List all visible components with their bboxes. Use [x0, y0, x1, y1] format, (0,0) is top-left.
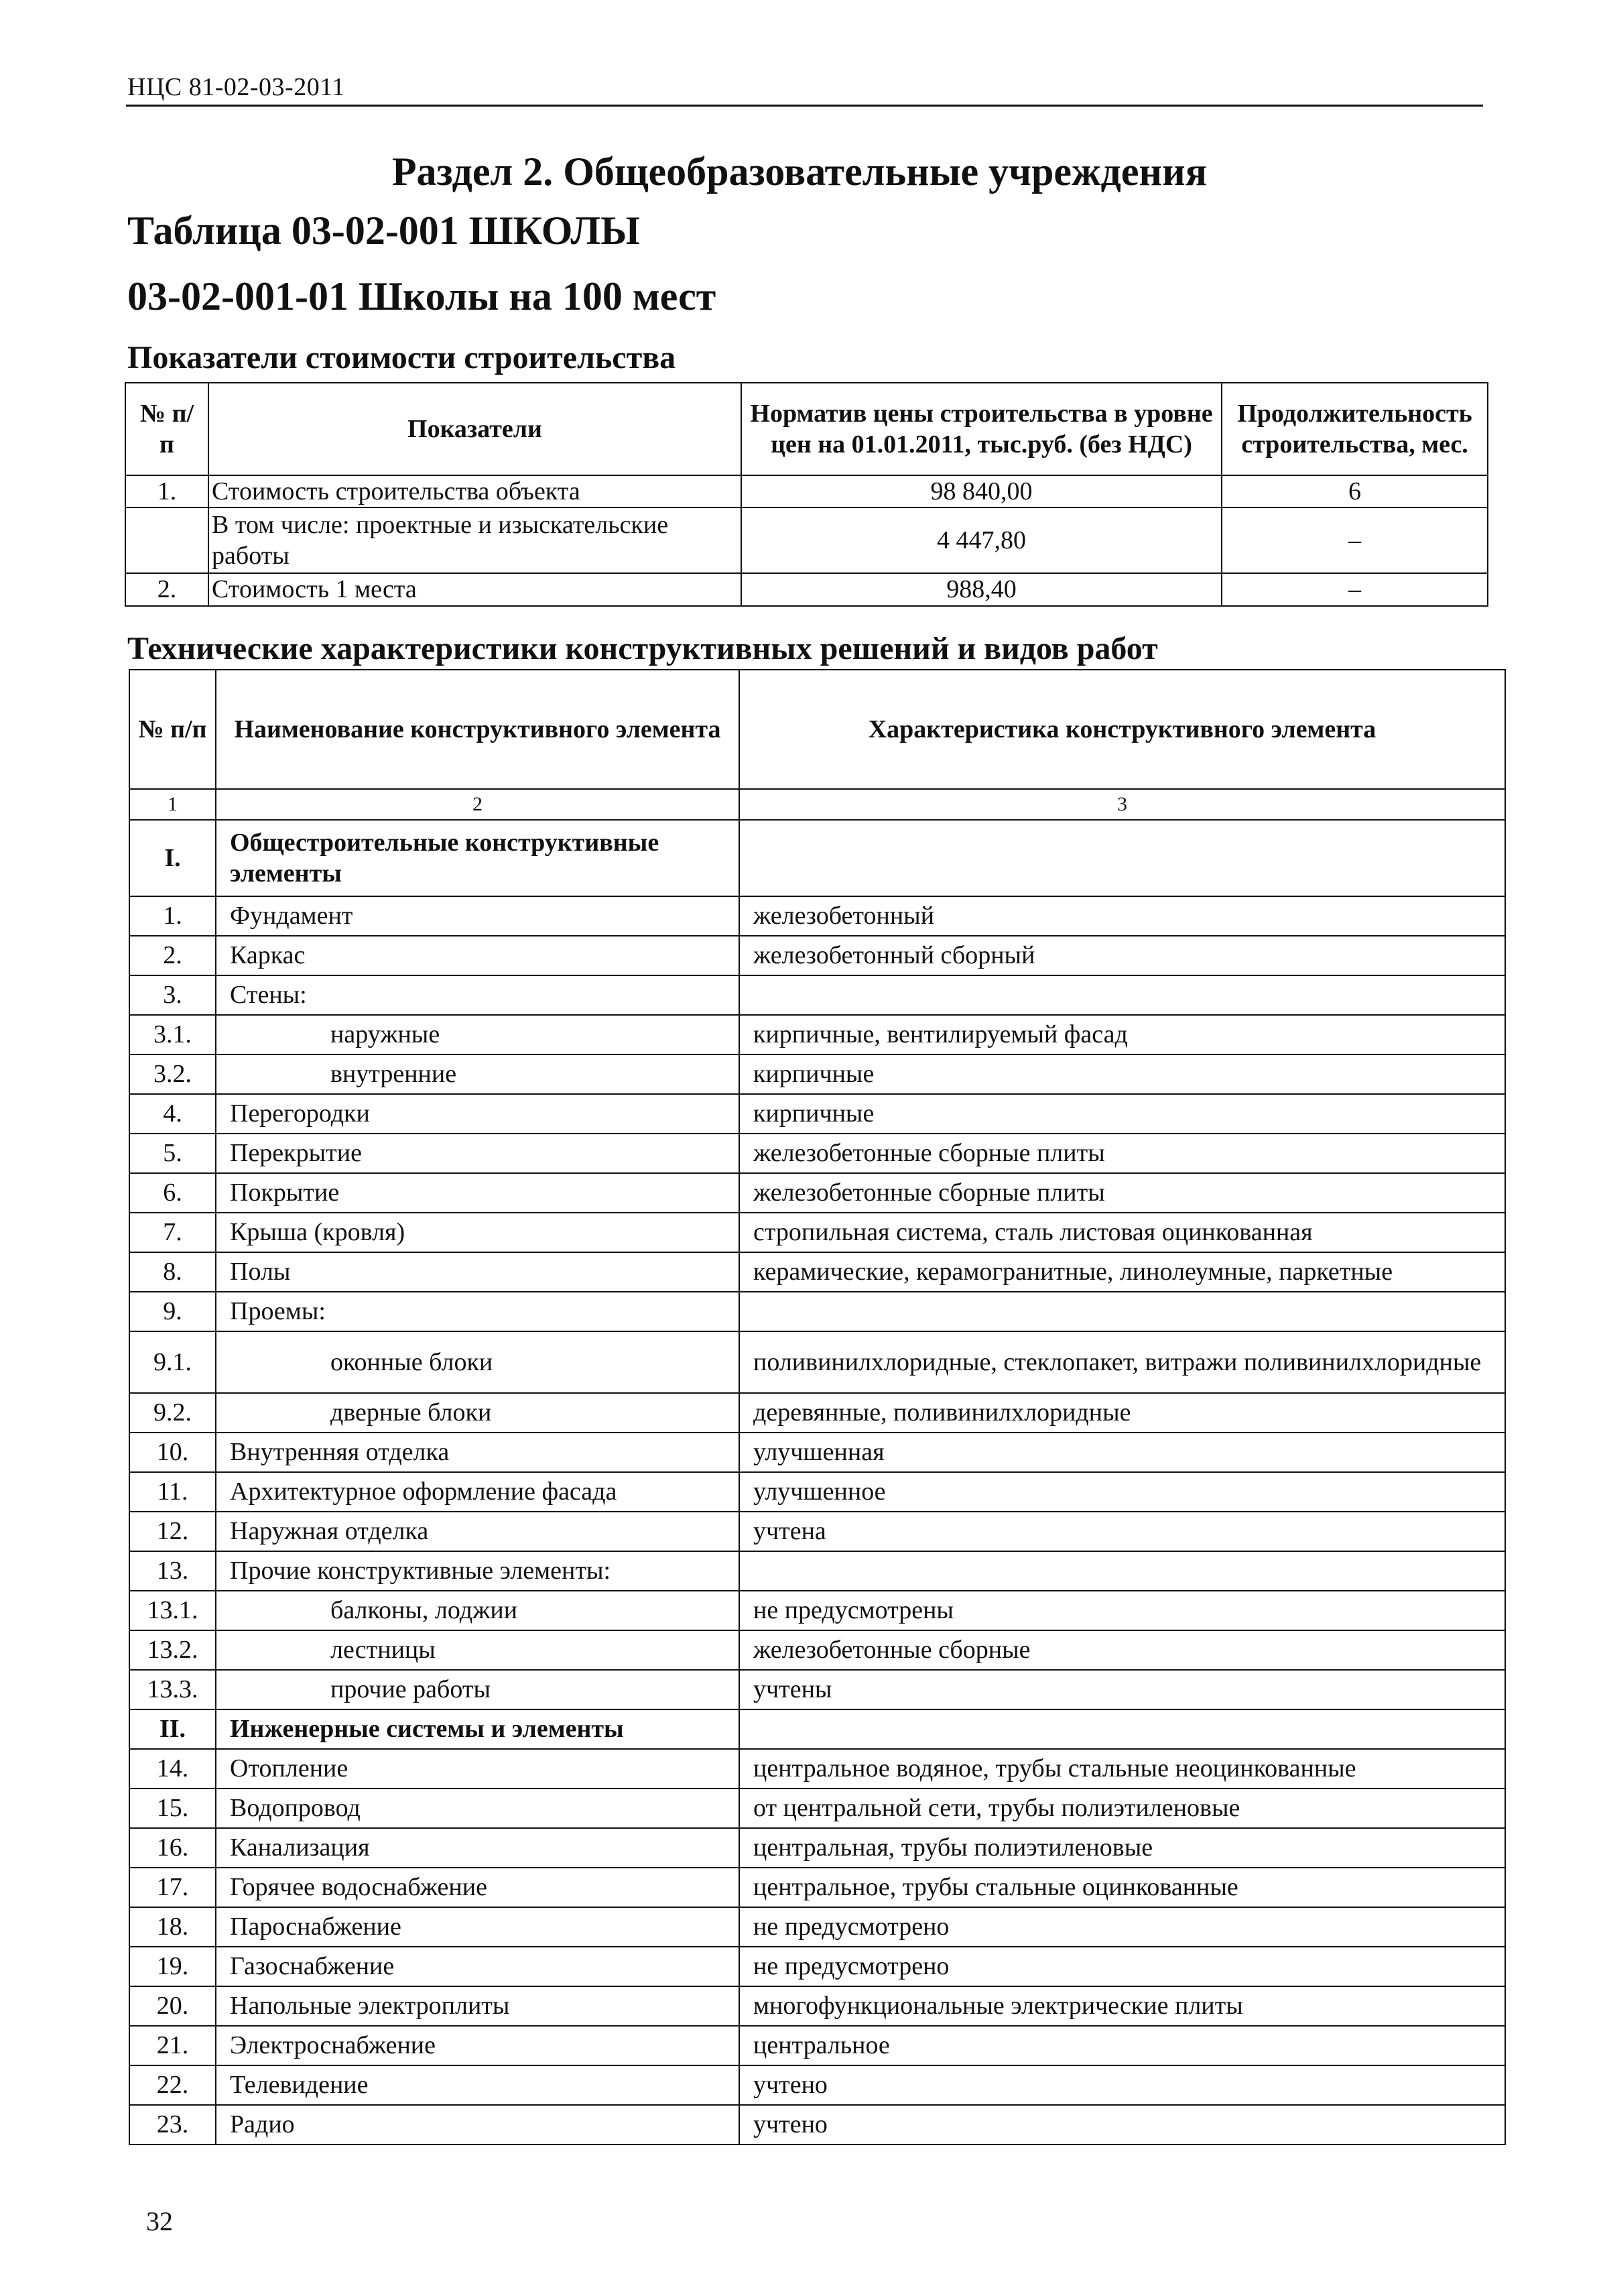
element-characteristic: улучшенная [739, 1433, 1505, 1472]
element-name: Перекрытие [216, 1134, 739, 1173]
row-number: I. [129, 820, 216, 896]
tech-header-name: Наименование конструктивного элемента [216, 670, 739, 789]
element-characteristic: центральная, трубы полиэтиленовые [739, 1828, 1505, 1868]
element-characteristic: поливинилхлоридные, стеклопакет, витражи поливинилхлоридные [739, 1331, 1505, 1393]
row-number: 21. [129, 2026, 216, 2065]
table-row [129, 1173, 1505, 1213]
element-characteristic: кирпичные [739, 1054, 1505, 1094]
row-number: 20. [129, 1986, 216, 2026]
row-number: 4. [129, 1094, 216, 1134]
table-row [129, 975, 1505, 1015]
element-name: Отопление [216, 1749, 739, 1789]
element-characteristic: не предусмотрено [739, 1907, 1505, 1947]
cost-header-price: Норматив цены строительства в уровне цен на 01.01.2011, тыс.руб. (без НДС) [741, 383, 1222, 475]
col-number: 3 [739, 789, 1505, 820]
table-row [129, 1213, 1505, 1252]
element-characteristic: кирпичные, вентилируемый фасад [739, 1015, 1505, 1054]
cost-header-indicator: Показатели [208, 383, 741, 475]
row-number: 12. [129, 1512, 216, 1551]
cost-row [125, 573, 1488, 605]
element-characteristic: железобетонный сборный [739, 936, 1505, 975]
item-title: 03-02-001-01 Школы на 100 мест [127, 274, 716, 318]
row-number: 13. [129, 1551, 216, 1591]
row-number: 5. [129, 1134, 216, 1173]
row-number: 7. [129, 1213, 216, 1252]
table-row [129, 1986, 1505, 2026]
table-row [129, 1393, 1505, 1433]
element-characteristic: железобетонные сборные плиты [739, 1134, 1505, 1173]
element-characteristic: учтено [739, 2065, 1505, 2105]
element-name: Электроснабжение [216, 2026, 739, 2065]
element-characteristic: железобетонные сборные плиты [739, 1173, 1505, 1213]
element-name: Прочие конструктивные элементы: [216, 1551, 739, 1591]
row-number: 11. [129, 1472, 216, 1512]
table-row [129, 1015, 1505, 1054]
row-number: 9.1. [129, 1331, 216, 1393]
table-row [129, 1331, 1505, 1393]
element-name: Канализация [216, 1828, 739, 1868]
header-divider [126, 105, 1483, 107]
row-number: 14. [129, 1749, 216, 1789]
element-name: Общестроительные конструктивные элементы [216, 820, 739, 896]
row-number: 18. [129, 1907, 216, 1947]
row-number: 2. [129, 936, 216, 975]
element-characteristic: деревянные, поливинилхлоридные [739, 1393, 1505, 1433]
element-name: Горячее водоснабжение [216, 1868, 739, 1907]
document-code: НЦС 81-02-03-2011 [127, 73, 345, 101]
cost-duration: 6 [1222, 475, 1488, 507]
tech-header-char: Характеристика конструктивного элемента [739, 670, 1505, 789]
element-name: Перегородки [216, 1094, 739, 1134]
cost-row [125, 475, 1488, 507]
row-number: 3. [129, 975, 216, 1015]
col-number: 1 [129, 789, 216, 820]
cost-price: 4 447,80 [741, 507, 1222, 573]
table-row [129, 2026, 1505, 2065]
section-row [129, 820, 1505, 896]
element-name: оконные блоки [216, 1331, 739, 1393]
element-name: Покрытие [216, 1173, 739, 1213]
table-row [129, 1749, 1505, 1789]
element-name: наружные [216, 1015, 739, 1054]
table-row [129, 2105, 1505, 2144]
element-characteristic: не предусмотрено [739, 1947, 1505, 1986]
table-row [129, 896, 1505, 936]
element-name: Фундамент [216, 896, 739, 936]
cost-indicator: В том числе: проектные и изыскательские работы [208, 507, 741, 573]
element-name: внутренние [216, 1054, 739, 1094]
element-characteristic [739, 820, 1505, 896]
table-row [129, 2065, 1505, 2105]
element-characteristic: улучшенное [739, 1472, 1505, 1512]
element-characteristic: кирпичные [739, 1094, 1505, 1134]
row-number: 13.3. [129, 1670, 216, 1709]
table-row [129, 1947, 1505, 1986]
table-row [129, 1551, 1505, 1591]
element-characteristic: не предусмотрены [739, 1591, 1505, 1630]
element-characteristic [739, 1709, 1505, 1749]
element-name: Напольные электроплиты [216, 1986, 739, 2026]
element-name: Газоснабжение [216, 1947, 739, 1986]
table-row [129, 1630, 1505, 1670]
element-characteristic: железобетонный [739, 896, 1505, 936]
element-characteristic: центральное, трубы стальные оцинкованные [739, 1868, 1505, 1907]
element-characteristic: учтено [739, 2105, 1505, 2144]
table-row [129, 1868, 1505, 1907]
element-characteristic: центральное водяное, трубы стальные неоцинкованные [739, 1749, 1505, 1789]
row-number: II. [129, 1709, 216, 1749]
element-name: Стены: [216, 975, 739, 1015]
element-characteristic: керамические, керамогранитные, линолеумные, паркетные [739, 1252, 1505, 1292]
cost-price: 988,40 [741, 573, 1222, 605]
row-number: 13.2. [129, 1630, 216, 1670]
element-characteristic: центральное [739, 2026, 1505, 2065]
table-row [129, 1512, 1505, 1551]
table-row [129, 1828, 1505, 1868]
cost-num: 1. [125, 475, 208, 507]
cost-header-num: № п/п [125, 383, 208, 475]
row-number: 23. [129, 2105, 216, 2144]
element-characteristic: учтены [739, 1670, 1505, 1709]
table-row [129, 1134, 1505, 1173]
element-name: Пароснабжение [216, 1907, 739, 1947]
element-characteristic: от центральной сети, трубы полиэтиленовые [739, 1789, 1505, 1828]
row-number: 6. [129, 1173, 216, 1213]
table-row [129, 1292, 1505, 1331]
element-name: лестницы [216, 1630, 739, 1670]
row-number: 22. [129, 2065, 216, 2105]
cost-duration: – [1222, 507, 1488, 573]
section-title: Раздел 2. Общеобразовательные учреждения [391, 149, 1208, 194]
element-name: Водопровод [216, 1789, 739, 1828]
element-name: дверные блоки [216, 1393, 739, 1433]
table-title: Таблица 03-02-001 ШКОЛЫ [127, 208, 640, 253]
element-name: Полы [216, 1252, 739, 1292]
element-name: прочие работы [216, 1670, 739, 1709]
element-characteristic [739, 975, 1505, 1015]
cost-header-duration: Продолжительность строительства, мес. [1222, 383, 1488, 475]
cost-num: 2. [125, 573, 208, 605]
row-number: 3.1. [129, 1015, 216, 1054]
element-name: Архитектурное оформление фасада [216, 1472, 739, 1512]
element-characteristic [739, 1292, 1505, 1331]
element-name: Крыша (кровля) [216, 1213, 739, 1252]
row-number: 17. [129, 1868, 216, 1907]
element-name: Радио [216, 2105, 739, 2144]
element-characteristic: железобетонные сборные [739, 1630, 1505, 1670]
table-row [129, 936, 1505, 975]
element-name: Телевидение [216, 2065, 739, 2105]
cost-indicator: Стоимость строительства объекта [208, 475, 741, 507]
row-number: 8. [129, 1252, 216, 1292]
table-row [129, 1591, 1505, 1630]
element-characteristic: стропильная система, сталь листовая оцинкованная [739, 1213, 1505, 1252]
table-row [129, 1054, 1505, 1094]
col-number: 2 [216, 789, 739, 820]
section-row [129, 1709, 1505, 1749]
element-name: Каркас [216, 936, 739, 975]
cost-table [125, 382, 1488, 607]
cost-heading: Показатели стоимости строительства [127, 340, 676, 375]
cost-indicator: Стоимость 1 места [208, 573, 741, 605]
tech-table [129, 669, 1506, 2145]
table-row [129, 1094, 1505, 1134]
tech-header-num: № п/п [129, 670, 216, 789]
element-name: Наружная отделка [216, 1512, 739, 1551]
row-number: 15. [129, 1789, 216, 1828]
element-characteristic [739, 1551, 1505, 1591]
element-name: Инженерные системы и элементы [216, 1709, 739, 1749]
row-number: 16. [129, 1828, 216, 1868]
row-number: 3.2. [129, 1054, 216, 1094]
element-name: Проемы: [216, 1292, 739, 1331]
element-characteristic: многофункциональные электрические плиты [739, 1986, 1505, 2026]
element-name: Внутренняя отделка [216, 1433, 739, 1472]
element-characteristic: учтена [739, 1512, 1505, 1551]
table-row [129, 1907, 1505, 1947]
cost-price: 98 840,00 [741, 475, 1222, 507]
row-number: 13.1. [129, 1591, 216, 1630]
row-number: 1. [129, 896, 216, 936]
table-row [129, 1472, 1505, 1512]
row-number: 9.2. [129, 1393, 216, 1433]
cost-num [125, 507, 208, 573]
row-number: 10. [129, 1433, 216, 1472]
table-row [129, 1252, 1505, 1292]
table-row [129, 1789, 1505, 1828]
cost-duration: – [1222, 573, 1488, 605]
cost-row [125, 507, 1488, 573]
tech-heading: Технические характеристики конструктивных решений и видов работ [127, 631, 1158, 666]
row-number: 19. [129, 1947, 216, 1986]
row-number: 9. [129, 1292, 216, 1331]
table-row [129, 1433, 1505, 1472]
table-row [129, 1670, 1505, 1709]
page-number: 32 [146, 2206, 173, 2236]
element-name: балконы, лоджии [216, 1591, 739, 1630]
